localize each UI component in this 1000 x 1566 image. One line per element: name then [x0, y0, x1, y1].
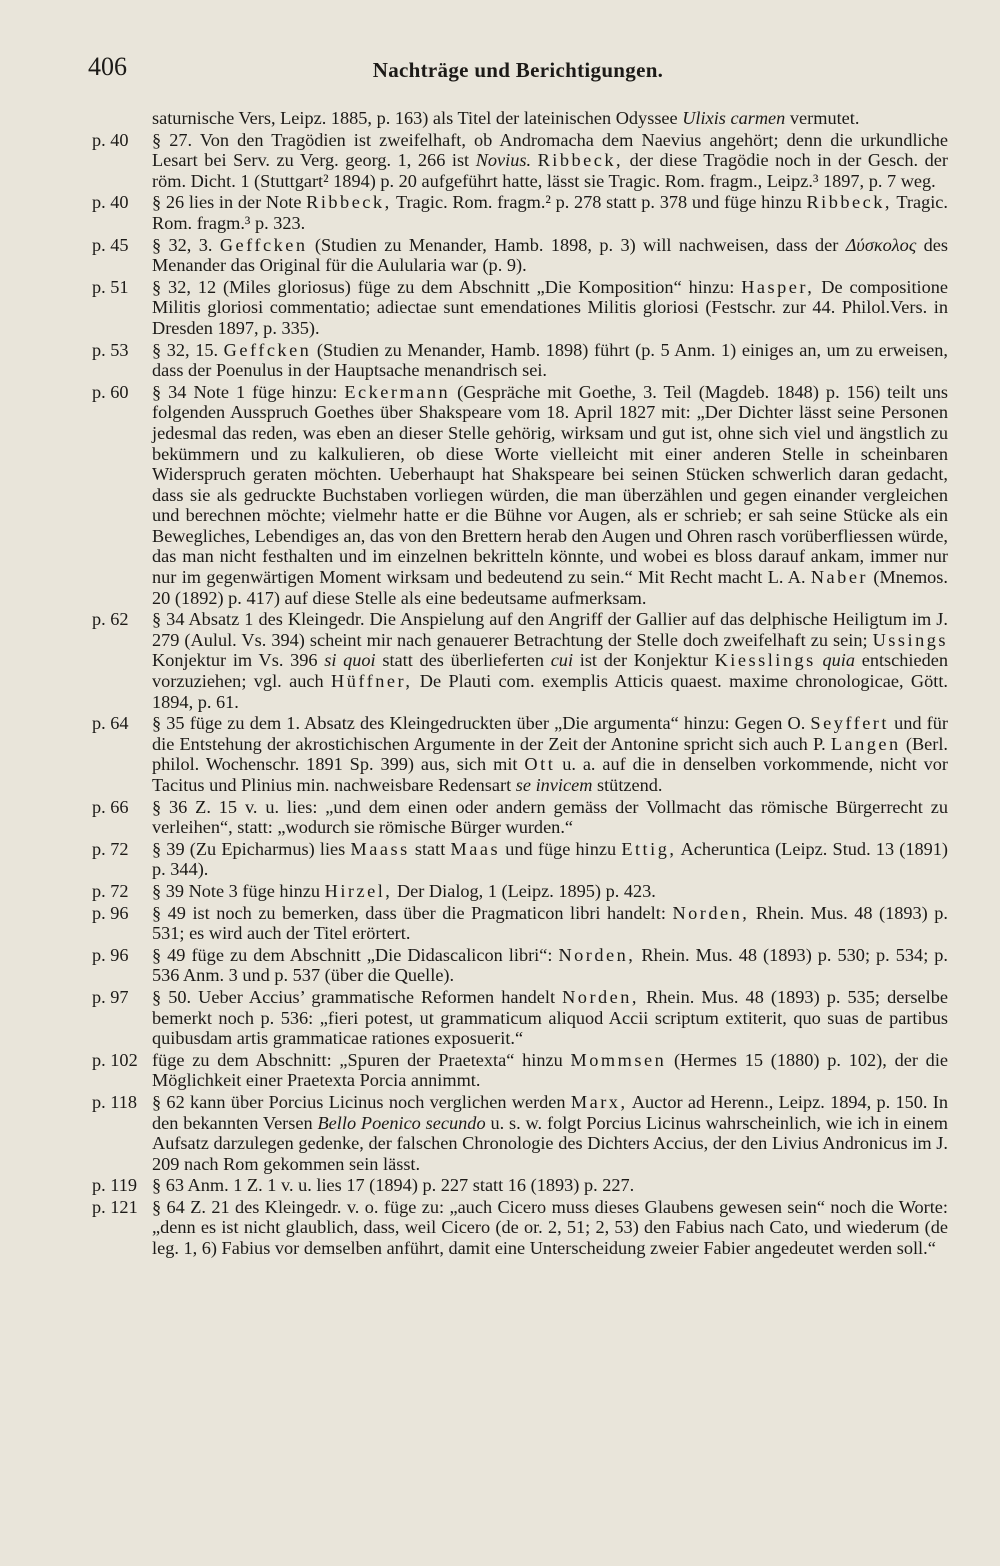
spaced-name: Eckermann [344, 381, 451, 402]
entry-text: § 35 füge zu dem 1. Absatz des Kleingedruckten über „Die argumenta“ hinzu: Gegen O. [152, 713, 811, 734]
entry-text: statt [409, 838, 451, 859]
entry-text: und füge hinzu [500, 838, 622, 859]
entry-text: § 34 Absatz 1 des Kleingedr. Die Anspielung auf den Angriff der Gallier auf das delphische Heiligtum im J. 279 (Aulul. Vs. 394) scheint mir nach genauerer Betrachtung der Stelle doch zweifelhaft zu sein; [152, 609, 948, 650]
spaced-name: Seyffert [810, 713, 889, 734]
spaced-name: Maass [350, 838, 410, 859]
entry-text: statt des überlieferten [375, 650, 551, 671]
addendum-entry [92, 1197, 948, 1259]
italic-text: cui [550, 650, 574, 671]
addendum-entry [92, 1175, 948, 1196]
entry-text: füge zu dem Abschnitt: „Spuren der Praetexta“ hinzu [152, 1049, 571, 1070]
spaced-name: Hasper, [741, 276, 815, 297]
page-reference: p. 118 [92, 1091, 138, 1112]
page-reference: p. 96 [92, 902, 129, 923]
entry-text [816, 650, 823, 670]
spaced-name: Mommsen [570, 1049, 667, 1070]
entry-text: § 27. Von den Tragödien ist zweifelhaft, ob Andromacha dem Naevius angehört; denn die urkundliche Lesart bei Serv. zu Verg. georg. 1, 266 ist [152, 129, 948, 171]
addendum-entry [92, 881, 948, 902]
spaced-name: Naber [810, 567, 869, 588]
addendum-entry [92, 1092, 948, 1174]
spaced-name: Norden, [672, 902, 750, 923]
spaced-name: Geffcken [219, 234, 308, 255]
italic-text: Bello Poenico secundo [317, 1112, 486, 1133]
spaced-name: Ribbeck, [537, 150, 624, 171]
page-reference: p. 45 [92, 234, 129, 255]
entry-text: des Menander das Original für die Aulularia war (p. 9). [152, 234, 948, 276]
entry-text: § 39 Note 3 füge hinzu [152, 880, 325, 901]
italic-text: se invicem [515, 775, 593, 795]
spaced-name: Marx, [570, 1091, 628, 1112]
page-header [88, 52, 948, 92]
spaced-name: Ussings [872, 629, 948, 650]
italic-text: si quoi [324, 650, 376, 671]
page-reference: p. 102 [92, 1049, 138, 1070]
entry-text: (Studien zu Menander, Hamb. 1898) führt (p. 5 Anm. 1) einiges an, um zu erweisen, dass der Poenulus in der Hauptsache menandrisch sei. [152, 339, 948, 381]
entry-text: saturnische Vers, Leipz. 1885, p. 163) als Titel der lateinischen Odyssee [152, 108, 683, 128]
spaced-name: Ribbeck, [306, 192, 392, 213]
entry-text: § 63 Anm. 1 Z. 1 v. u. lies 17 (1894) p. 227 statt 16 (1893) p. 227. [152, 1175, 635, 1196]
entry-text: stützend. [592, 775, 663, 795]
entry-text: § 64 Z. 21 des Kleingedr. v. o. füge zu: „auch Cicero muss dieses Glaubens gewesen sein“ noch die Worte: „denn es ist nicht glaublich, dass, weil Cicero (de or. 2, 51; 2, 53) den Fabius nach Cato, und wiederum (de leg. 1, 6) Fabius vor demselben anführt, damit eine Unterscheidung zweier Fabier angedeutet werden soll.“ [152, 1196, 948, 1259]
entry-text: § 32, 15. [152, 339, 224, 360]
entry-text: Acheruntica (Leipz. Stud. 13 (1891) p. 344). [152, 838, 948, 880]
italic-text: Novius. [475, 150, 532, 171]
entry-text: § 62 kann über Porcius Licinus noch verglichen werden [152, 1091, 571, 1112]
entry-text: u. s. w. folgt Porcius Licinus wahrscheinlich, wie ich in einem Aufsatz darzulegen gedenke, der falschen Chronologie des Dichters Accius, der den Livius Andronicus im J. 209 nach Rom gekommen sein lässt. [152, 1112, 948, 1174]
addendum-entry [92, 108, 948, 129]
entry-text: (Gespräche mit Goethe, 3. Teil (Magdeb. 1848) p. 156) teilt uns folgenden Ausspruch Goethes über Shakspeare vom 18. April 1827 mit: „Der Dichter lässt seine Personen jedesmal das reden, was eben an dieser Stelle gehörig, wirksam und gut ist, ohne sich viel und ängstlich zu bekümmern und zu kalkulieren, ob diese Worte vielleicht mit einer anderen Stelle in scheinbaren Widerspruch geraten möchten. Ueberhaupt hat Shakspeare bei seinen Stücken schwerlich daran gedacht, dass sie als gedruckte Buchstaben vorliegen würden, die man überzählen und gegen einander vergleichen und berechnen möchte; vielmehr hatte er die Bühne vor Augen, als er schrieb; er sah seine Stücke als ein Bewegliches, Lebendiges an, das von den Brettern herab den Augen und Ohren rasch vorüberfliessen würde, das man nicht festhalten und im einzelnen bekritteln könnte, und wobei es bloss darauf ankam, immer nur nur im gegenwärtigen Moment wirksam und bedeutend zu sein.“ Mit Recht macht L. A. [152, 381, 949, 588]
entry-text: Tragic. Rom. fragm.³ p. 323. [152, 192, 948, 233]
page-reference: p. 96 [92, 944, 129, 965]
addendum-entry [92, 192, 948, 233]
entry-text: Tragic. Rom. fragm.² p. 278 statt p. 378 und füge hinzu [391, 192, 807, 213]
entry-text: De Plauti com. exemplis Atticis quaest. maxime chronologicae, Gött. 1894, p. 61. [152, 671, 948, 712]
addendum-entry [92, 130, 948, 192]
spaced-name: Norden, [562, 986, 640, 1007]
spaced-name: Norden, [558, 944, 636, 965]
entry-text: Konjektur im Vs. 396 [152, 650, 325, 671]
spaced-name: Hirzel, [324, 880, 393, 901]
italic-text: Ulixis carmen [682, 108, 786, 128]
entry-text: § 49 füge zu dem Abschnitt „Die Didascalicon libri“: [152, 944, 559, 965]
entry-text: § 49 ist noch zu bemerken, dass über die Pragmaticon libri handelt: [152, 902, 673, 923]
entry-text: Auctor ad Herenn., Leipz. 1894, p. 150. In den bekannten Versen [152, 1091, 948, 1133]
spaced-name: Ribbeck, [806, 192, 892, 213]
addenda-list [92, 108, 948, 1260]
entry-text: Rhein. Mus. 48 (1893) p. 530; p. 534; p. 536 Anm. 3 und p. 537 (über die Quelle). [152, 944, 948, 986]
entry-text: § 36 Z. 15 v. u. lies: „und dem einen oder andern gemäss der Vollmacht das römische Bürgerrecht zu verleihen“, statt: „wodurch sie römische Bürger wurden.“ [152, 796, 948, 838]
entry-text: § 32, 3. [152, 234, 220, 255]
page-reference: p. 40 [92, 129, 129, 150]
spaced-name: Ettig, [621, 838, 677, 859]
italic-text: quia [822, 650, 856, 671]
page-reference: p. 64 [92, 713, 129, 734]
entry-text: der diese Tragödie noch in der Gesch. der röm. Dicht. 1 (Stuttgart² 1894) p. 20 aufgeführt hatte, lässt sie Tragic. Rom. fragm., Leipz.³ 1897, p. 7 weg. [152, 150, 948, 191]
entry-text: Rhein. Mus. 48 (1893) p. 531; es wird auch der Titel erörtert. [152, 902, 948, 944]
italic-text: Δύσκολος [845, 234, 917, 255]
addendum-entry [92, 277, 948, 339]
entry-text: De compositione Militis gloriosi commentatio; adiectae sunt emendationes Militis gloriosi (Festschr. zur 44. Philol.Vers. in Dresden 1897, p. 335). [152, 276, 948, 338]
addendum-entry [92, 609, 948, 712]
entry-text: § 50. Ueber Accius’ grammatische Reformen handelt [152, 986, 563, 1007]
spaced-name: Kiesslings [714, 650, 816, 671]
entry-text: Rhein. Mus. 48 (1893) p. 535; derselbe bemerkt noch p. 536: „fieri potest, ut grammaticum aliquod Accii scriptum extiterit, quo suas de partibus quibusdam artis grammaticae rationes exposuerit.“ [152, 986, 948, 1049]
addendum-entry [92, 340, 948, 381]
addendum-entry [92, 235, 948, 276]
page-reference: p. 53 [92, 339, 129, 360]
entry-text: und für die Entstehung der akrostichischen Argumente in der Zeit der Antonine spricht sich auch P. [152, 713, 948, 754]
spaced-name: Geffcken [223, 339, 312, 360]
spaced-name: Hüffner, [331, 671, 413, 692]
entry-text: (Hermes 15 (1880) p. 102), der die Möglichkeit einer Praetexta Porcia annimmt. [152, 1049, 949, 1091]
entry-text: (Mnemos. 20 (1892) p. 417) auf diese Stelle als eine bedeutsame aufmerksam. [152, 567, 948, 608]
addendum-entry [92, 903, 948, 944]
spaced-name: Ott [524, 754, 556, 775]
page-reference: p. 119 [92, 1175, 138, 1196]
entry-text: (Berl. philol. Wochenschr. 1891 Sp. 399) aus, sich mit [152, 733, 948, 775]
addendum-entry [92, 839, 948, 880]
addendum-entry [92, 987, 948, 1049]
running-title: Nachträge und Berichtigungen. [372, 58, 664, 82]
spaced-name: Maas [450, 838, 501, 859]
entry-text: vermutet. [785, 108, 860, 128]
addendum-entry [92, 797, 948, 838]
page-reference: p. 51 [92, 276, 129, 297]
entry-text: § 32, 12 (Miles gloriosus) füge zu dem Abschnitt „Die Komposition“ hinzu: [152, 276, 742, 297]
addendum-entry [92, 382, 948, 609]
addendum-entry [92, 713, 948, 795]
page-reference: p. 72 [92, 880, 129, 901]
addendum-entry [92, 1050, 948, 1091]
entry-text: (Studien zu Menander, Hamb. 1898, p. 3) will nachweisen, dass der [307, 234, 846, 255]
page-reference: p. 72 [92, 838, 129, 859]
entry-text: Der Dialog, 1 (Leipz. 1895) p. 423. [392, 880, 656, 901]
page-reference: p. 40 [92, 192, 129, 213]
page-number: 406 [88, 52, 127, 81]
page-reference: p. 62 [92, 609, 129, 630]
entry-text: entschieden vorzuziehen; vgl. auch [152, 650, 949, 692]
entry-text: ist der Konjektur [573, 650, 715, 671]
page-reference: p. 121 [92, 1196, 138, 1217]
spaced-name: Langen [830, 733, 901, 754]
entry-text: § 39 (Zu Epicharmus) lies [152, 838, 351, 859]
addendum-entry [92, 945, 948, 986]
page-reference: p. 60 [92, 381, 129, 402]
entry-text: § 26 lies in der Note [152, 192, 307, 213]
entry-text: § 34 Note 1 füge hinzu: [152, 381, 345, 402]
page-reference: p. 97 [92, 986, 129, 1007]
page-reference: p. 66 [92, 796, 129, 817]
entry-text: u. a. auf die in denselben vorkommende, nicht vor Tacitus und Plinius min. nachweisbare Redensart [152, 754, 948, 795]
